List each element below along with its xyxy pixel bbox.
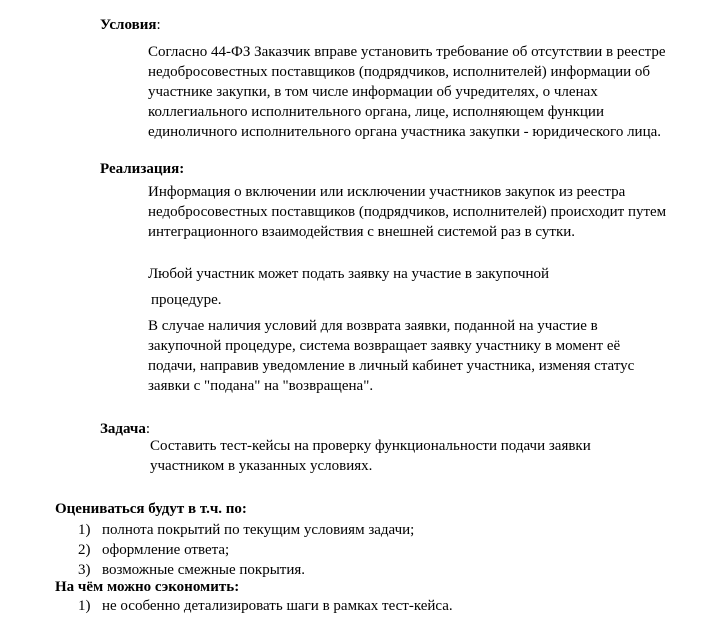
list-item [78,520,414,540]
conditions-heading-text: Условия [100,17,157,33]
list-item-number: 2) [78,542,91,558]
list-item [78,540,414,560]
conditions-heading [100,16,161,34]
evaluation-heading: Оцениваться будут в т.ч. по: [55,501,247,517]
list-item-text: полнота покрытий по текущим условиям задачи; [102,522,415,538]
savings-heading: На чём можно сэкономить: [55,579,240,595]
evaluation-list [78,520,414,580]
list-item-text: возможные смежные покрытия. [102,562,305,578]
implementation-paragraph-3: В случае наличия условий для возврата заявки, поданной на участие в закупочной процедуре, система возвращает заявку участнику в момент её подачи, направив уведомление в личный кабинет участника, изменяя статус заявки с "подана" на "возвращена". [148,318,635,394]
list-item-number: 3) [78,562,91,578]
implementation-paragraph-2-line-2: процедуре. [151,292,222,308]
implementation-heading: Реализация: [100,161,185,177]
list-item-text: оформление ответа; [102,542,230,558]
task-heading-text: Задача [100,421,146,437]
conditions-heading-colon: : [156,17,161,33]
savings-list [78,596,453,616]
implementation-paragraph-1: Информация о включении или исключении участников закупок из реестра недобросовестных поставщиков (подрядчиков, исполнителей) происходит путем интеграционного взаимодействия с внешней системой раз в сутки. [148,184,667,240]
list-item-number: 1) [78,598,91,614]
conditions-paragraph: Согласно 44-ФЗ Заказчик вправе установить требование об отсутствии в реестре недобросовестных поставщиков (подрядчиков, исполнителей) информации об участнике закупки, в том числе информации об учредителях, о членах коллегиального исполнительного органа, лице, исполняющем функции единоличного исполнительного органа участника закупки - юридического лица. [148,44,666,140]
implementation-paragraph-2-line-1: Любой участник может подать заявку на участие в закупочной [148,266,550,282]
list-item-number: 1) [78,522,91,538]
list-item [78,560,414,580]
task-heading [100,420,150,438]
list-item-text: не особенно детализировать шаги в рамках тест-кейса. [102,598,453,614]
list-item [78,596,453,616]
task-heading-colon: : [145,421,151,437]
task-paragraph: Составить тест-кейсы на проверку функциональности подачи заявки участником в указанных условиях. [150,438,591,474]
